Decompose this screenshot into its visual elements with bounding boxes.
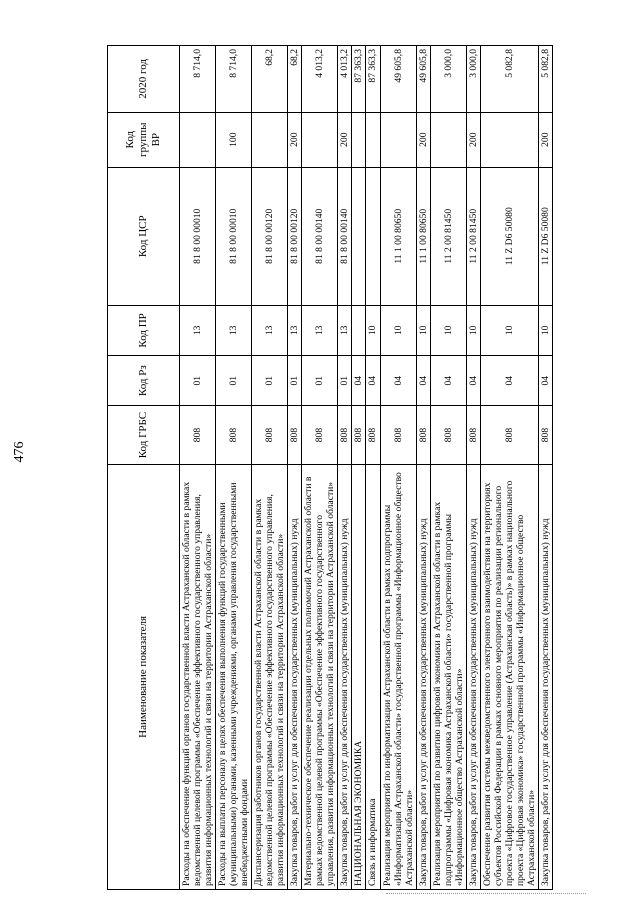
row-amount: 49 605,8 [416, 46, 430, 113]
row-pr: 13 [180, 305, 216, 355]
row-vr: 200 [288, 112, 302, 167]
row-name: Обеспечение развития системы межведомственного электронного взаимодействия на территориях субъектов Российской Федерации в рамках основного мероприятия по реализации регионального проекта «Цифровое государственное управление (Астраханская область)» в рамках национального проекта «Цифровая экономика» государственной программы «Информационное общество Астраханской области» [480, 464, 538, 889]
row-rz: 01 [180, 356, 216, 406]
row-rz: 04 [352, 356, 366, 406]
row-amount: 87 363,3 [352, 46, 366, 113]
row-rz: 01 [252, 356, 288, 406]
row-rz: 04 [366, 356, 380, 406]
row-amount: 4 013,2 [338, 46, 352, 113]
table-row [480, 46, 538, 890]
header-rz: Код Рз [108, 356, 180, 406]
row-rz: 04 [430, 356, 466, 406]
row-rz: 04 [466, 356, 480, 406]
row-rz: 01 [302, 356, 338, 406]
rotated-table-container [107, 45, 627, 890]
row-amount: 8 714,0 [180, 46, 216, 113]
row-amount: 8 714,0 [216, 46, 252, 113]
page-number: 476 [12, 441, 27, 463]
row-grbs: 808 [180, 406, 216, 464]
row-vr: 100 [216, 112, 252, 167]
row-amount: 5 082,8 [538, 46, 552, 113]
row-name: Материально-техническое обеспечение реализации отдельных полномочий Астраханской области в рамках ведомственной целевой программы «Обеспечение эффективного государственного управления, развития информационных технологий и связи на территории Астраханской области» [302, 464, 338, 889]
row-amount: 3 000,0 [466, 46, 480, 113]
row-pr: 10 [416, 305, 430, 355]
table-row [352, 46, 366, 890]
row-vr [380, 112, 416, 167]
table-row [302, 46, 338, 890]
row-amount: 87 363,3 [366, 46, 380, 113]
row-csr: 11 1 00 80650 [416, 167, 430, 305]
row-pr: 13 [216, 305, 252, 355]
row-csr: 81 8 00 00120 [252, 167, 288, 305]
row-amount: 5 082,8 [480, 46, 538, 113]
row-pr: 13 [252, 305, 288, 355]
row-amount: 68,2 [288, 46, 302, 113]
row-rz: 01 [288, 356, 302, 406]
row-name: Связь и информатика [366, 464, 380, 889]
row-rz: 01 [216, 356, 252, 406]
row-csr: 81 8 00 00120 [288, 167, 302, 305]
row-amount: 4 013,2 [302, 46, 338, 113]
row-grbs: 808 [302, 406, 338, 464]
row-csr: 11 Z D6 50080 [480, 167, 538, 305]
row-rz: 01 [338, 356, 352, 406]
row-name: Расходы на выплаты персоналу в целях обеспечения выполнения функций государственными (муниципальными) органами, казенными учреждениями, органами управления государственными внебюджетными фондами [216, 464, 252, 889]
row-amount: 49 605,8 [380, 46, 416, 113]
row-csr: 81 8 00 00010 [216, 167, 252, 305]
row-pr: 10 [480, 305, 538, 355]
row-vr [480, 112, 538, 167]
row-pr: 10 [538, 305, 552, 355]
header-pr: Код ПР [108, 305, 180, 355]
table-row [252, 46, 288, 890]
row-vr: 200 [338, 112, 352, 167]
row-vr [180, 112, 216, 167]
budget-table [107, 45, 553, 890]
row-name: Закупка товаров, работ и услуг для обеспечения государственных (муниципальных) нужд [288, 464, 302, 889]
table-row [288, 46, 302, 890]
row-grbs: 808 [352, 406, 366, 464]
header-vr: Код группы ВР [108, 112, 180, 167]
row-grbs: 808 [380, 406, 416, 464]
row-pr: 13 [338, 305, 352, 355]
row-csr [366, 167, 380, 305]
row-grbs: 808 [338, 406, 352, 464]
row-vr [366, 112, 380, 167]
row-rz: 04 [416, 356, 430, 406]
scan-artifact-line [386, 893, 586, 894]
row-name: Закупка товаров, работ и услуг для обеспечения государственных (муниципальных) нужд [338, 464, 352, 889]
header-name: Наименование показателя [108, 464, 180, 889]
row-csr: 81 8 00 00010 [180, 167, 216, 305]
row-vr: 200 [538, 112, 552, 167]
row-rz: 04 [480, 356, 538, 406]
row-grbs: 808 [252, 406, 288, 464]
row-vr [302, 112, 338, 167]
row-name: Закупка товаров, работ и услуг для обеспечения государственных (муниципальных) нужд [466, 464, 480, 889]
row-csr: 11 2 00 81450 [466, 167, 480, 305]
row-pr: 10 [366, 305, 380, 355]
row-name: НАЦИОНАЛЬНАЯ ЭКОНОМИКА [352, 464, 366, 889]
row-grbs: 808 [466, 406, 480, 464]
row-pr: 13 [302, 305, 338, 355]
row-grbs: 808 [480, 406, 538, 464]
row-grbs: 808 [430, 406, 466, 464]
row-grbs: 808 [288, 406, 302, 464]
row-name: Закупка товаров, работ и услуг для обеспечения государственных (муниципальных) нужд [416, 464, 430, 889]
row-pr: 10 [380, 305, 416, 355]
row-name: Закупка товаров, работ и услуг для обеспечения государственных (муниципальных) нужд [538, 464, 552, 889]
row-name: Расходы на обеспечение функций органов государственной власти Астраханской области в рамках ведомственной целевой программы «Обеспечение эффективного государственного управления, развития информационных технологий и связи на территории Астраханской области» [180, 464, 216, 889]
row-rz: 04 [538, 356, 552, 406]
row-name: Диспансеризация работников органов государственной власти Астраханской области в рамках ведомственной целевой программы «Обеспечение эффективного государственного управления, развития информационных технологий и связи на территории Астраханской области» [252, 464, 288, 889]
row-pr: 10 [430, 305, 466, 355]
table-row [416, 46, 430, 890]
row-grbs: 808 [416, 406, 430, 464]
row-csr: 81 8 00 00140 [302, 167, 338, 305]
table-header-row [108, 46, 180, 890]
table-row [338, 46, 352, 890]
table-row [430, 46, 466, 890]
row-grbs: 808 [366, 406, 380, 464]
table-row [380, 46, 416, 890]
row-csr: 81 8 00 00140 [338, 167, 352, 305]
row-amount: 3 000,0 [430, 46, 466, 113]
row-csr: 11 Z D6 50080 [538, 167, 552, 305]
row-grbs: 808 [216, 406, 252, 464]
row-csr: 11 1 00 80650 [380, 167, 416, 305]
row-name: Реализация мероприятий по развитию цифровой экономики в Астраханской области в рамках подпрограммы «Цифровая экономика Астраханской области» государственной программы «Информационное общество Астраханской области» [430, 464, 466, 889]
row-pr: 13 [288, 305, 302, 355]
row-rz: 04 [380, 356, 416, 406]
row-vr: 200 [416, 112, 430, 167]
row-vr [352, 112, 366, 167]
header-csr: Код ЦСР [108, 167, 180, 305]
row-name: Реализация мероприятий по информатизации Астраханской области в рамках подпрограммы «Информатизация Астраханской области» государственной программы «Информационное общество Астраханской области» [380, 464, 416, 889]
table-row [180, 46, 216, 890]
header-grbs: Код ГРБС [108, 406, 180, 464]
row-pr: 10 [466, 305, 480, 355]
header-year: 2020 год [108, 46, 180, 113]
row-grbs: 808 [538, 406, 552, 464]
row-vr [252, 112, 288, 167]
row-csr [352, 167, 366, 305]
row-vr: 200 [466, 112, 480, 167]
table-row [366, 46, 380, 890]
row-csr: 11 2 00 81450 [430, 167, 466, 305]
row-amount: 68,2 [252, 46, 288, 113]
row-pr [352, 305, 366, 355]
table-row [216, 46, 252, 890]
table-row [466, 46, 480, 890]
row-vr [430, 112, 466, 167]
table-row [538, 46, 552, 890]
